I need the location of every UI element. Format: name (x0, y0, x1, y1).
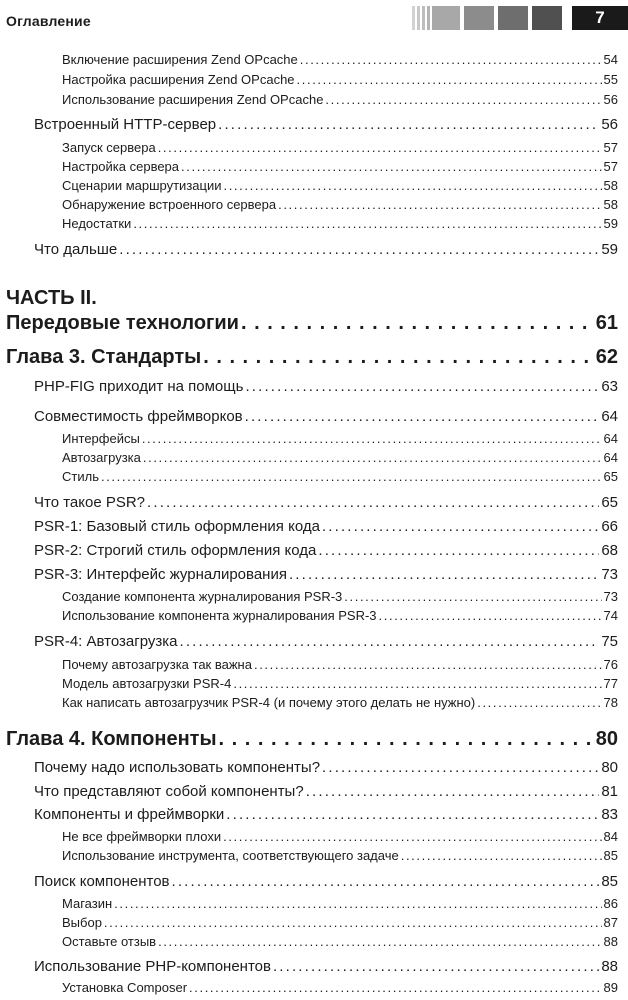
toc-entry-page: 73 (603, 589, 618, 604)
toc-entry-title: Настройка сервера (62, 159, 180, 174)
toc-entry-page: 75 (601, 633, 618, 650)
toc-entry-title: Настройка расширения Zend OPcache (62, 72, 295, 87)
toc-entry-page: 84 (603, 829, 618, 844)
toc-chapter-entry[interactable] (6, 346, 618, 374)
decorative-bars (412, 6, 566, 30)
toc-entry-title: Включение расширения Zend OPcache (62, 52, 298, 67)
toc-entry-page: 63 (601, 378, 618, 395)
toc-entry-title: Использование PHP-компонентов (34, 958, 271, 975)
toc-entry[interactable] (62, 915, 618, 933)
toc-entry-title: Интерфейсы (62, 431, 140, 446)
toc-entry[interactable] (34, 542, 618, 564)
toc-entry-page: 85 (603, 848, 618, 863)
toc-entry-title: Установка Composer (62, 980, 188, 995)
toc-entry-title: Магазин (62, 896, 113, 911)
toc-entry-title: Совместимость фреймворков (34, 408, 243, 425)
toc-entry[interactable] (34, 783, 618, 805)
toc-entry-title: Использование инструмента, соответствующего задаче (62, 848, 399, 863)
toc-entry[interactable] (62, 450, 618, 468)
toc-entry-page: 56 (603, 92, 618, 107)
toc-entry[interactable] (62, 676, 618, 694)
toc-entry-title: Стиль (62, 469, 99, 484)
toc-entry-page: 88 (603, 934, 618, 949)
toc-entry-title: Автозагрузка (62, 450, 141, 465)
toc-entry-title: PSR-3: Интерфейс журналирования (34, 566, 287, 583)
toc-entry-page: 65 (601, 494, 618, 511)
toc-entry[interactable] (62, 934, 618, 952)
toc-entry[interactable] (62, 431, 618, 449)
toc-entry[interactable] (34, 873, 618, 895)
toc-entry-title: Что представляют собой компоненты? (34, 783, 304, 800)
toc-entry-page: 59 (601, 241, 618, 258)
toc-entry-page: 61 (595, 312, 618, 334)
toc-entry-page: 64 (603, 450, 618, 465)
toc-entry-page: 78 (603, 695, 618, 710)
toc-entry[interactable] (62, 608, 618, 626)
toc-entry[interactable] (62, 896, 618, 914)
toc-entry-page: 77 (603, 676, 618, 691)
running-header (0, 0, 628, 38)
toc-entry-title: PSR-2: Строгий стиль оформления кода (34, 542, 317, 559)
toc-entry[interactable] (34, 759, 618, 781)
toc-entry[interactable] (34, 566, 618, 588)
toc-entry-title: Глава 3. Стандарты (6, 346, 202, 368)
toc-entry-title: Что такое PSR? (34, 494, 146, 511)
toc-entry-title: Глава 4. Компоненты (6, 728, 217, 750)
toc-entry-title: Передовые технологии (6, 312, 239, 334)
toc-entry-title: PHP-FIG приходит на помощь (34, 378, 244, 395)
toc-entry-page: 56 (601, 116, 618, 133)
toc-entry-page: 57 (603, 159, 618, 174)
toc-entry[interactable] (62, 72, 618, 90)
page-number: 7 (572, 6, 628, 30)
toc-entry[interactable] (62, 197, 618, 215)
toc-entry[interactable] (62, 980, 618, 998)
toc-entry-title: PSR-4: Автозагрузка (34, 633, 178, 650)
toc-chapter-entry[interactable] (6, 728, 618, 756)
toc-entry-page: 57 (603, 140, 618, 155)
toc-entry[interactable] (62, 469, 618, 487)
toc-entry[interactable] (34, 116, 618, 138)
toc-entry-page: 66 (601, 518, 618, 535)
toc-entry-page: 80 (595, 728, 618, 750)
toc-entry[interactable] (34, 806, 618, 828)
part-heading: ЧАСТЬ II. (6, 287, 97, 309)
toc-entry-title: Оставьте отзыв (62, 934, 157, 949)
toc-entry-page: 88 (601, 958, 618, 975)
toc-entry-page: 80 (601, 759, 618, 776)
toc-entry-page: 64 (603, 431, 618, 446)
toc-entry-title: Запуск сервера (62, 140, 156, 155)
toc-entry-title: Не все фреймворки плохи (62, 829, 222, 844)
toc-entry-page: 89 (603, 980, 618, 995)
toc-entry-title: Сценарии маршрутизации (62, 178, 222, 193)
toc-entry-title: Обнаружение встроенного сервера (62, 197, 277, 212)
toc-entry-title: Выбор (62, 915, 102, 930)
toc-entry-page: 54 (603, 52, 618, 67)
toc-entry-title: Почему надо использовать компоненты? (34, 759, 321, 776)
toc-entry[interactable] (34, 518, 618, 540)
toc-entry-page: 62 (595, 346, 618, 368)
toc-entry-title: Встроенный HTTP-сервер (34, 116, 217, 133)
toc-entry[interactable] (62, 216, 618, 234)
toc-entry[interactable] (62, 657, 618, 675)
toc-entry-title: Поиск компонентов (34, 873, 170, 890)
toc-entry-title: PSR-1: Базовый стиль оформления кода (34, 518, 320, 535)
toc-entry-page: 64 (601, 408, 618, 425)
toc-entry-page: 58 (603, 197, 618, 212)
toc-entry-title: Что дальше (34, 241, 118, 258)
toc-entry-page: 59 (603, 216, 618, 231)
toc-entry-page: 86 (603, 896, 618, 911)
toc-entry-title: Компоненты и фреймворки (34, 806, 225, 823)
toc-entry-title: Почему автозагрузка так важна (62, 657, 252, 672)
toc-entry-page: 74 (603, 608, 618, 623)
toc-entry-page: 76 (603, 657, 618, 672)
toc-entry-title: Создание компонента журналирования PSR-3 (62, 589, 343, 604)
toc-entry-title: Использование компонента журналирования PSR-3 (62, 608, 377, 623)
toc-entry-page: 58 (603, 178, 618, 193)
toc-entry-page: 65 (603, 469, 618, 484)
toc-entry[interactable] (34, 408, 618, 430)
toc-entry-page: 87 (603, 915, 618, 930)
toc-entry[interactable] (62, 848, 618, 866)
toc-entry[interactable] (62, 829, 618, 847)
toc-entry[interactable] (62, 140, 618, 158)
toc-entry-page: 81 (601, 783, 618, 800)
toc-entry-title: Модель автозагрузки PSR-4 (62, 676, 232, 691)
toc-entry[interactable] (34, 958, 618, 980)
toc-entry[interactable] (34, 241, 618, 263)
toc-entry[interactable] (62, 589, 618, 607)
toc-entry-page: 85 (601, 873, 618, 890)
toc-entry-page: 83 (601, 806, 618, 823)
toc-entry[interactable] (62, 92, 618, 110)
toc-entry[interactable] (34, 378, 618, 400)
toc-entry-title: Как написать автозагрузчик PSR-4 (и почему этого делать не нужно) (62, 695, 476, 710)
toc-entry[interactable] (62, 695, 618, 713)
running-header-title: Оглавление (6, 13, 91, 29)
toc-part-entry[interactable] (6, 312, 618, 340)
toc-entry[interactable] (62, 178, 618, 196)
toc-entry-page: 68 (601, 542, 618, 559)
toc-entry-page: 73 (601, 566, 618, 583)
toc-entry[interactable] (34, 494, 618, 516)
toc-entry-page: 55 (603, 72, 618, 87)
toc-entry-title: Недостатки (62, 216, 132, 231)
toc-entry[interactable] (62, 159, 618, 177)
toc-entry-title: Использование расширения Zend OPcache (62, 92, 324, 107)
toc-entry[interactable] (34, 633, 618, 655)
toc-entry[interactable] (62, 52, 618, 70)
